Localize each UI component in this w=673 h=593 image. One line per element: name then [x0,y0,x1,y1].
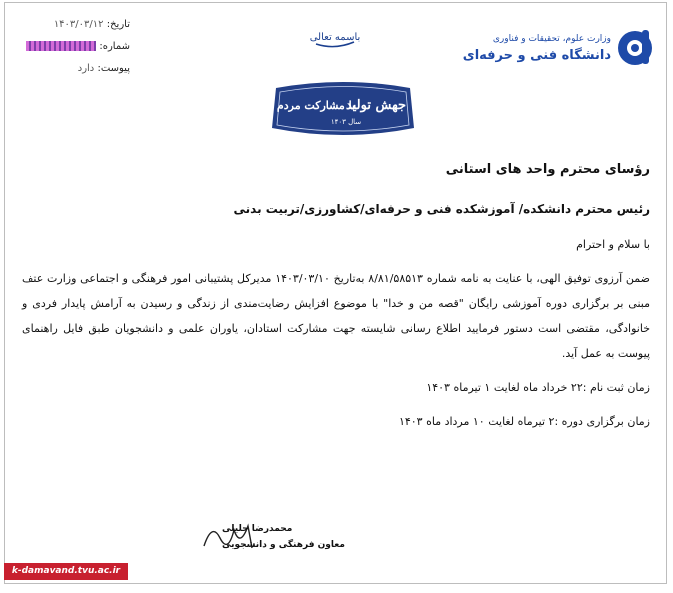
university-name: دانشگاه فنی و حرفه‌ای [462,48,611,63]
footer-site-badge[interactable]: k-damavand.tvu.ac.ir [4,563,128,580]
banner-line1: جهش تولید [345,98,407,113]
attachment-label: پیوست: [97,63,130,74]
university-logo [462,18,655,88]
date-value: ۱۴۰۳/۰۳/۱۲ [53,19,104,30]
signer-name: محمدرضا جلیلی [222,524,293,534]
banner-line2: با مشارکت مردم [276,99,356,112]
date-label: تاریخ: [106,19,130,30]
logo-text [463,34,611,63]
motto-calligraphy [310,20,360,52]
ministry-name: وزارت علوم، تحقیقات و فناوری [492,34,611,44]
course-time: زمان برگزاری دوره :۲ تیرماه لغایت ۱۰ مرداد ماه ۱۴۰۳ [398,415,650,428]
number-label: شماره: [99,41,130,52]
registration-time: زمان ثبت نام :۲۲ خرداد ماه لغایت ۱ تیرماه ۱۴۰۳ [426,381,650,394]
redacted-number [26,41,96,51]
motto-text: باسمه تعالی [310,32,360,43]
recipient-line-1: رؤسای محترم واحد های استانی [445,162,650,177]
recipient-line-2: رئیس محترم دانشکده/ آموزشکده فنی و حرفه‌ای/کشاورزی/تربیت بدنی [233,202,650,216]
attachment-value: دارد [77,63,95,74]
letter-meta [20,14,130,80]
slogan-banner [268,76,418,146]
letter-paragraph: ضمن آرزوی توفیق الهی، با عنایت به نامه شماره ۸/۸۱/۵۸۵۱۳ به‌تاریخ ۱۴۰۳/۰۳/۱۰ مدیرکل پشتیبانی امور فرهنگی و اجتماعی وزارت عتف مبنی بر برگزاری دوره آموزشی رایگان "قصه من و خدا" با موضوع افزایش رضایت‌مندی از زندگی و رسیدن به آرامش پایدار فردی و خانوادگی، مقتضی است دستور فرمایید اطلاع رسانی شایسته جهت مشارکت استادان، یاوران علمی و دانشجویان طبق فایل راهنمای پیوست به عمل آید. [22,272,651,360]
greeting: با سلام و احترام [576,238,650,251]
number-row [20,36,130,58]
signature-block [200,518,345,558]
attachment-row [20,58,130,80]
university-emblem-icon [615,24,655,74]
banner-year: سال ۱۴۰۳ [330,118,362,126]
signer-title: معاون فرهنگی و دانشجویی [222,540,345,550]
date-row [20,14,130,36]
